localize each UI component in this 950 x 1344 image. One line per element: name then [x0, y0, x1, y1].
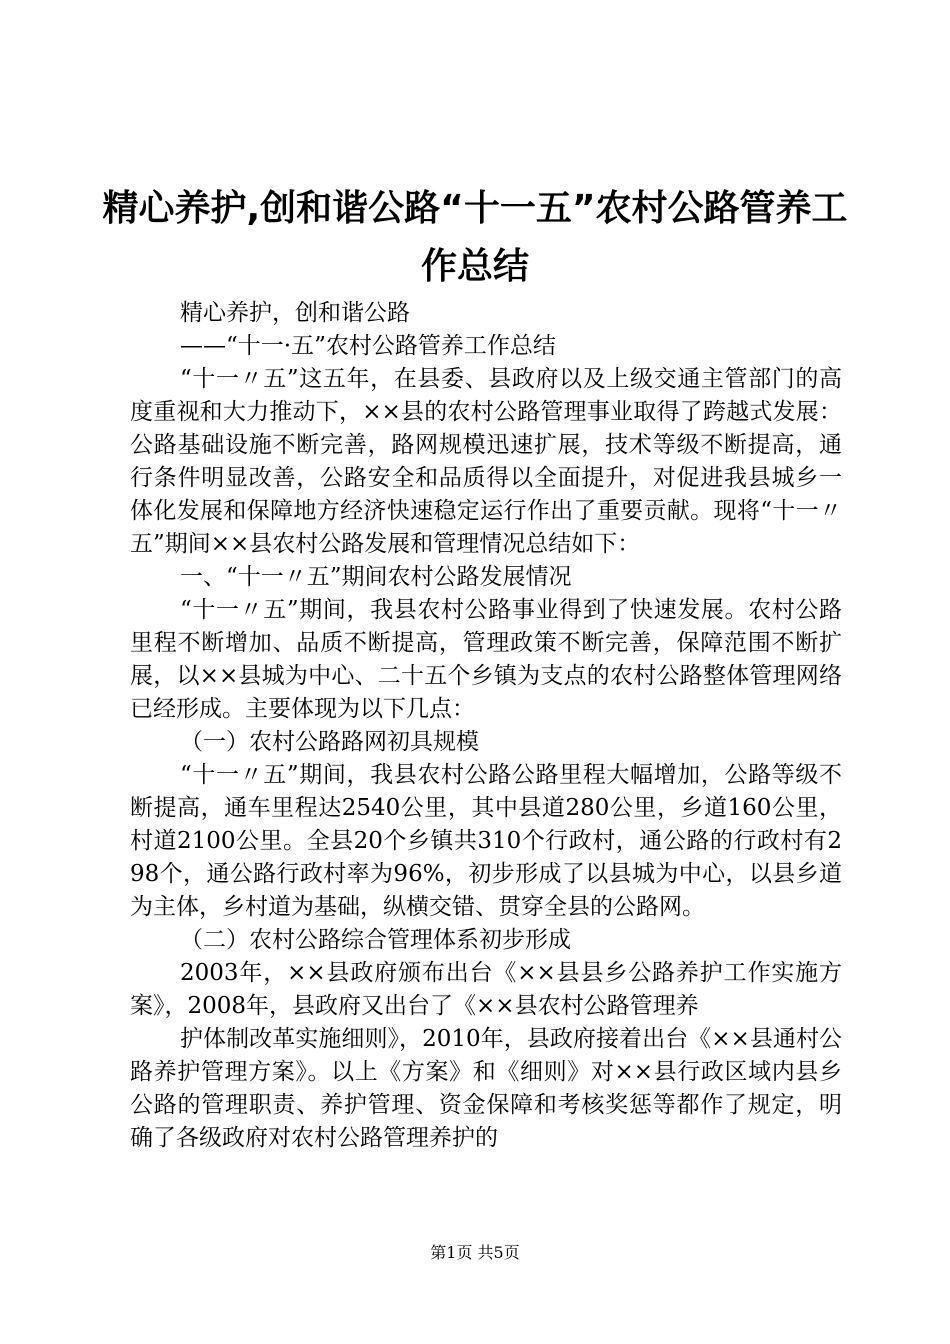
page-footer: 第1页 共5页 [430, 1243, 520, 1262]
paragraph-network: “十一〃五”期间，我县农村公路公路里程大幅增加，公路等级不断提高，通车里程达2540公里，其中县道280公里，乡道160公里，村道2100公里。全县20个乡镇共310个行政村，通公路的行政村有298个，通公路行政村率为96%，初步形成了以县城为中心，以县乡道为主体，乡村道为基础，纵横交错、贯穿全县的公路网。 [130, 762, 842, 920]
paragraph-development: “十一〃五”期间，我县农村公路事业得到了快速发展。农村公路里程不断增加、品质不断提高，管理政策不断完善，保障范围不断扩展，以××县城为中心、二十五个乡镇为支点的农村公路整体管理网络已经形成。主要体现为以下几点： [130, 597, 842, 722]
paragraph-policy: 2003年，××县政府颁布出台《××县县乡公路养护工作实施方案》，2008年，县政府又出台了《××县农村公路管理养 [130, 960, 842, 1019]
paragraph-policy-continued: 护体制改革实施细则》，2010年，县政府接着出台《××县通村公路养护管理方案》。以上《方案》和《细则》对××县行政区域内县乡公路的管理职责、养护管理、资金保障和考核奖惩等都作了规定，明确了各级政府对农村公路管理养护的 [130, 1026, 842, 1151]
paragraph-subtitle: 精心养护，创和谐公路 [180, 300, 410, 326]
paragraph-subtitle-2: ——“十一·五”农村公路管养工作总结 [180, 333, 556, 359]
section-heading-1: 一、“十一〃五”期间农村公路发展情况 [180, 564, 572, 590]
subsection-heading-1: （一）农村公路路网初具规模 [180, 729, 479, 755]
document-body [130, 297, 842, 1155]
subsection-heading-2: （二）农村公路综合管理体系初步形成 [180, 927, 571, 953]
document-title: 精心养护,创和谐公路“十一五”农村公路管养工作总结 [102, 188, 848, 287]
paragraph-intro: “十一〃五”这五年，在县委、县政府以及上级交通主管部门的高度重视和大力推动下，××县的农村公路管理事业取得了跨越式发展：公路基础设施不断完善，路网规模迅速扩展，技术等级不断提高，通行条件明显改善，公路安全和品质得以全面提升，对促进我县城乡一体化发展和保障地方经济快速稳定运行作出了重要贡献。现将“十一〃五”期间××县农村公路发展和管理情况总结如下： [130, 366, 842, 557]
